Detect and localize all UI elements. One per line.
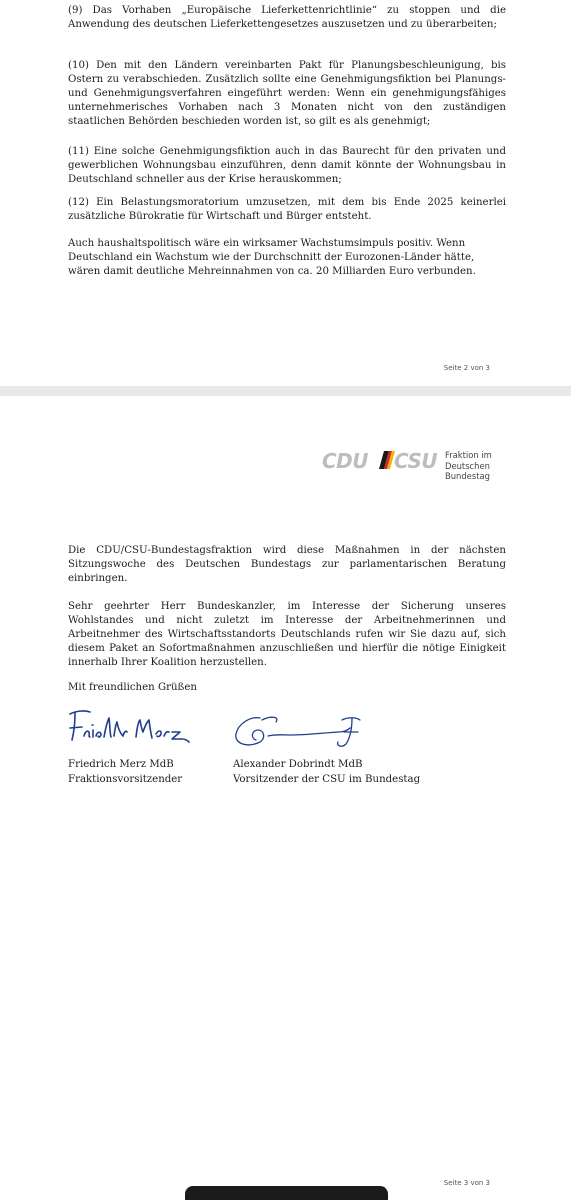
home-indicator[interactable] (185, 1186, 388, 1200)
document-page-3 (0, 396, 571, 1200)
logo-subtitle (445, 450, 532, 482)
signature-merz (66, 706, 196, 750)
paragraph-item-12: (12) Ein Belastungsmoratorium umzusetzen, mit dem bis Ende 2025 keinerlei zusätzliche Bürokratie für Wirtschaft und Bürger entsteht. (68, 197, 506, 222)
paragraph-budget: Auch haushaltspolitisch wäre ein wirksamer Wachstumsimpuls positiv. Wenn Deutschland ein Wachstum wie der Durchschnitt der Eurozonen-Länder hätte, wären damit deutliche Mehreinnahmen von ca. 20 Milliarden Euro verbunden. (68, 238, 476, 277)
signer-merz (68, 758, 182, 787)
signer-dobrindt-name: Alexander Dobrindt MdB (233, 759, 363, 770)
page-number: Seite 3 von 3 (443, 1179, 490, 1187)
page-number: Seite 2 von 3 (443, 364, 490, 372)
paragraph-item-10: (10) Den mit den Ländern vereinbarten Pakt für Planungsbeschleunigung, bis Ostern zu verabschieden. Zusätzlich sollte eine Genehmigungsfiktion bei Planungs- und Genehmigungsverfahren eingeführt werden: Wenn ein genehmigungsfähiges unternehmerisches Vorhaben nach 3 Monaten nicht von den zuständigen staatlichen Behörden beschieden worden ist, so gilt es als genehmigt; (68, 60, 506, 127)
signer-dobrindt-role: Vorsitzender der CSU im Bundestag (233, 773, 421, 785)
cdu-csu-logo (322, 448, 532, 481)
logo-subtitle-line2: Deutschen Bundestag (445, 460, 490, 481)
signer-dobrindt (233, 758, 420, 787)
paragraph-item-11: (11) Eine solche Genehmigungsfiktion auch in das Baurecht für den privaten und gewerblichen Wohnungsbau einzuführen, denn damit könnte der Wohnungsbau in Deutschland schneller aus der Krise herauskommen; (68, 146, 506, 185)
signer-merz-role: Fraktionsvorsitzender (68, 773, 183, 785)
signer-merz-name: Friedrich Merz MdB (68, 759, 174, 770)
closing-greeting: Mit freundlichen Grüßen (68, 682, 197, 693)
document-page-2 (0, 0, 571, 386)
logo-cdu-text: CDU (322, 449, 369, 473)
paragraph-item-9: (9) Das Vorhaben „Europäische Lieferkettenrichtlinie“ zu stoppen und die Anwendung des deutschen Lieferkettengesetzes auszusetzen und zu überarbeiten; (68, 5, 506, 30)
paragraph-appeal: Sehr geehrter Herr Bundeskanzler, im Interesse der Sicherung unseres Wohlstandes und nicht zuletzt im Interesse der Arbeitnehmerinnen und Arbeitnehmer des Wirtschaftsstandorts Deutschlands rufen wir Sie dazu auf, sich diesem Paket an Sofortmaßnahmen anzuschließen und hierfür die nötige Einigkeit innerhalb Ihrer Koalition herzustellen. (68, 601, 506, 668)
paragraph-announcement: Die CDU/CSU-Bundestagsfraktion wird diese Maßnahmen in der nächsten Sitzungswoche des Deutschen Bundestags zur parlamentarischen Beratung einbringen. (68, 545, 506, 584)
logo-csu-text: CSU (394, 449, 438, 473)
logo-subtitle-line1: Fraktion im (445, 450, 492, 460)
signature-dobrindt (230, 708, 380, 752)
german-flag-icon (375, 451, 395, 469)
